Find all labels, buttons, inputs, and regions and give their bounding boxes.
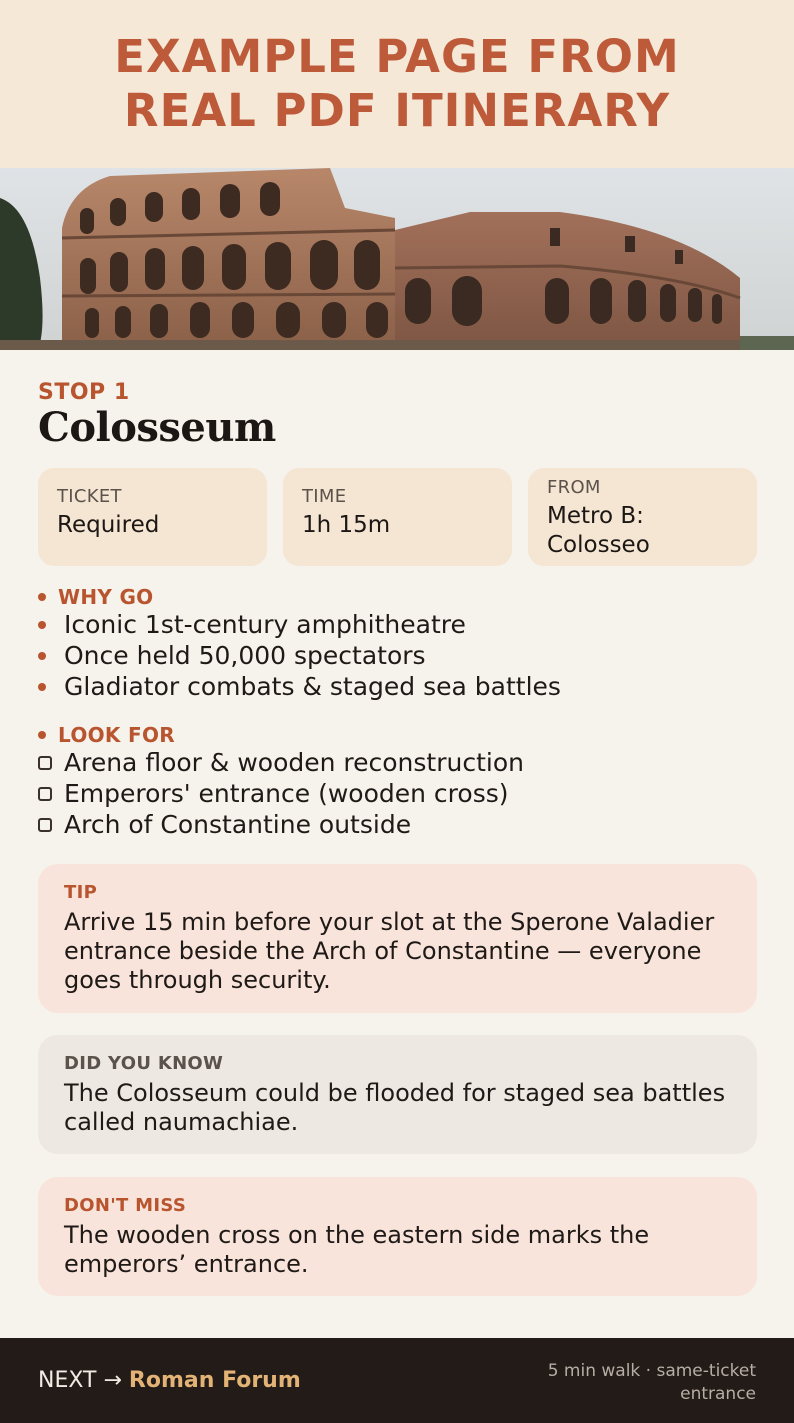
look-for-item[interactable]	[38, 748, 524, 777]
bullet-dot-icon	[38, 731, 46, 739]
look-for-item[interactable]	[38, 779, 509, 808]
meta-line-2: entrance	[680, 1384, 756, 1404]
next-stop-footer	[0, 1338, 794, 1423]
bullet-dot-icon	[38, 621, 46, 629]
page-banner	[0, 0, 794, 168]
banner-title-line-1: EXAMPLE PAGE FROM	[114, 30, 680, 83]
colosseum-hero-image	[0, 168, 794, 350]
why-go-item	[38, 641, 426, 670]
next-stop-link[interactable]	[38, 1368, 301, 1393]
from-value: Metro B: Colosseo	[547, 503, 650, 558]
tip-label: TIP	[64, 882, 98, 903]
next-destination[interactable]: Roman Forum	[128, 1368, 301, 1393]
look-for-item-text: Arch of Constantine outside	[64, 810, 412, 839]
time-value: 1h 15m	[302, 512, 391, 538]
did-you-know-label: DID YOU KNOW	[64, 1053, 224, 1074]
tip-body: Arrive 15 min before your slot at the Sperone Valadier entrance beside the Arch of Constantine — everyone goes through security.	[64, 908, 715, 994]
checkbox-icon[interactable]	[38, 818, 52, 832]
ticket-label: TICKET	[57, 486, 122, 507]
time-label: TIME	[302, 486, 347, 507]
banner-title-line-2: REAL PDF ITINERARY	[123, 84, 671, 137]
did-you-know-body: The Colosseum could be flooded for staged sea battles called naumachiae.	[64, 1079, 726, 1136]
bullet-dot-icon	[38, 652, 46, 660]
look-for-item-text: Arena floor & wooden reconstruction	[64, 748, 524, 777]
look-for-item[interactable]	[38, 810, 411, 839]
bullet-dot-icon	[38, 593, 46, 601]
stop-title: Colosseum	[38, 404, 276, 451]
time-info-card	[283, 468, 512, 566]
look-for-heading	[38, 723, 175, 747]
dont-miss-label: DON'T MISS	[64, 1195, 187, 1216]
tip-note	[38, 864, 757, 1013]
colosseum-illustration	[0, 168, 794, 350]
from-label: FROM	[547, 477, 601, 498]
why-go-heading-text: WHY GO	[58, 585, 154, 609]
ticket-info-card	[38, 468, 267, 566]
why-go-heading	[38, 585, 153, 609]
did-you-know-note	[38, 1035, 757, 1154]
from-info-card	[528, 468, 757, 566]
why-go-item-text: Iconic 1st-century amphitheatre	[64, 610, 466, 639]
ticket-value: Required	[57, 512, 160, 538]
next-prefix: NEXT →	[38, 1368, 122, 1393]
checkbox-icon[interactable]	[38, 756, 52, 770]
why-go-item-text: Gladiator combats & staged sea battles	[64, 672, 561, 701]
next-stop-meta	[516, 1360, 756, 1406]
look-for-item-text: Emperors' entrance (wooden cross)	[64, 779, 509, 808]
checkbox-icon[interactable]	[38, 787, 52, 801]
why-go-item-text: Once held 50,000 spectators	[64, 641, 426, 670]
bullet-dot-icon	[38, 683, 46, 691]
stop-number-label: STOP 1	[38, 380, 130, 405]
dont-miss-body: The wooden cross on the eastern side marks the emperors’ entrance.	[64, 1221, 650, 1278]
look-for-heading-text: LOOK FOR	[58, 723, 175, 747]
dont-miss-note	[38, 1177, 757, 1296]
why-go-item	[38, 610, 466, 639]
why-go-item	[38, 672, 561, 701]
meta-line-1: 5 min walk · same-ticket	[547, 1361, 756, 1381]
